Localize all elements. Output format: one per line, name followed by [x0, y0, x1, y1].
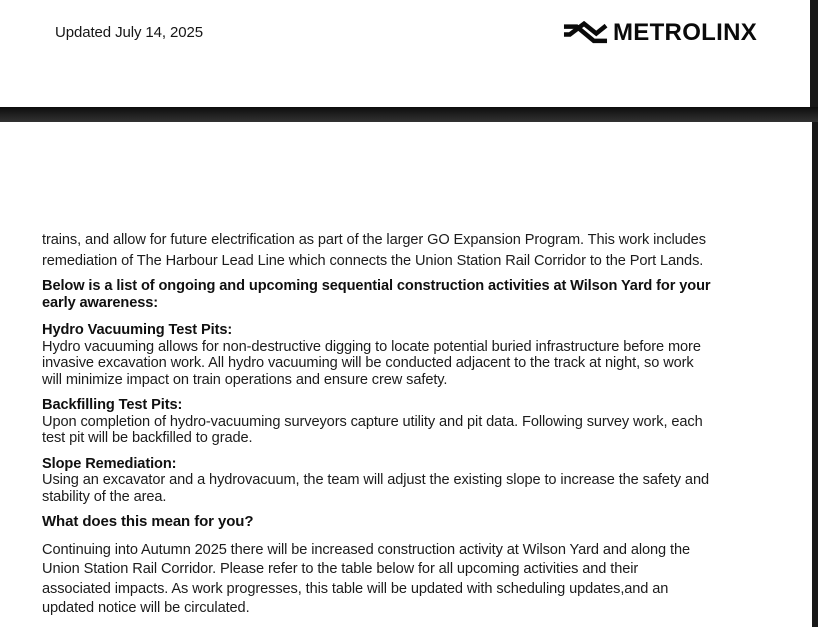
section-body: Using an excavator and a hydrovacuum, the team will adjust the existing slope to increase the safety and stability of the area. — [42, 472, 709, 505]
section-body: Hydro vacuuming allows for non-destructive digging to locate potential buried infrastructure before more invasive excavation work. All hydro vacuuming will be conducted adjacent to the track at night, so work will minimize impact on train operations and ensure crew safety. — [42, 338, 701, 388]
closing-paragraph: Continuing into Autumn 2025 there will be increased construction activity at Wilson Yard and along the Union Station Rail Corridor. Please refer to the table below for all upcoming activities and their associated impacts. As work progresses, this table will be updated with scheduling updates,and an updated notice will be circulated. — [42, 541, 690, 616]
section-hydro-vacuuming — [42, 322, 788, 388]
metrolinx-logo — [563, 19, 757, 47]
intro-paragraph: trains, and allow for future electrification as part of the larger GO Expansion Program. This work includes remediation of The Harbour Lead Line which connects the Union Station Rail Corridor to the Port Lands. — [42, 232, 706, 269]
question-heading: What does this mean for you? — [42, 513, 254, 530]
section-heading: Hydro Vacuuming Test Pits: — [42, 322, 233, 338]
section-heading: Slope Remediation: — [42, 455, 177, 472]
awareness-note: Below is a list of ongoing and upcoming sequential construction activities at Wilson Yard for your early awareness: — [42, 278, 711, 311]
section-heading: Backfilling Test Pits: — [42, 397, 183, 413]
page-header-area — [0, 0, 810, 107]
section-body: Upon completion of hydro-vacuuming surveyors capture utility and pit data. Following survey work, each test pit will be backfilled to grade. — [42, 413, 703, 446]
updated-date-label: Updated July 14, 2025 — [55, 24, 204, 41]
page-separator-bar — [0, 107, 818, 122]
metrolinx-logo-icon — [563, 21, 608, 45]
section-backfilling — [42, 397, 788, 447]
section-slope-remediation — [42, 456, 788, 506]
metrolinx-logo-wordmark: METROLINX — [613, 19, 758, 46]
document-page — [0, 122, 812, 627]
document-body — [0, 122, 812, 619]
